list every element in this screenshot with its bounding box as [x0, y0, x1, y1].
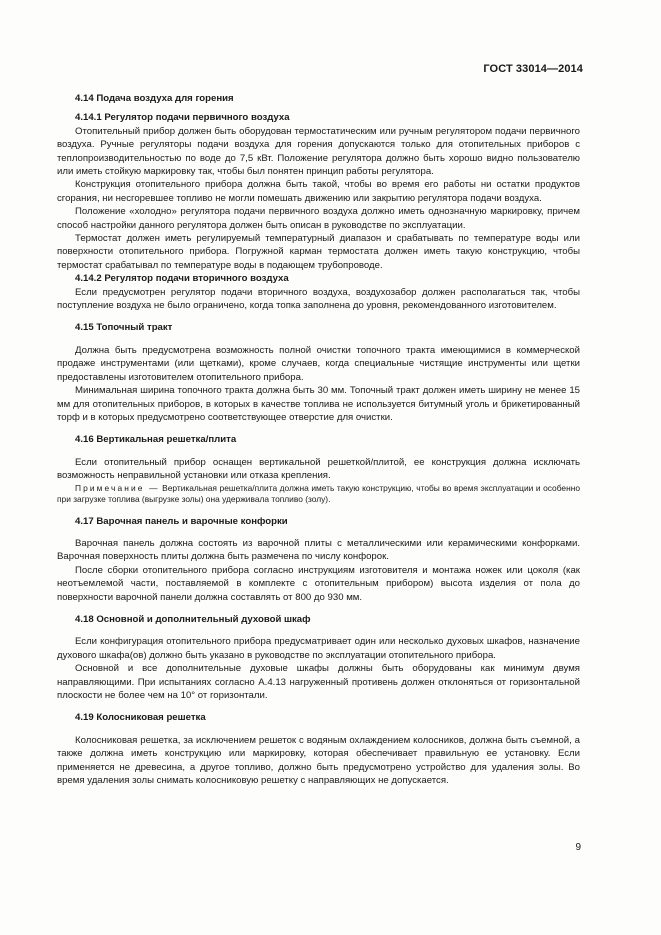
- note-text: Вертикальная решетка/плита должна иметь такую конструкцию, чтобы во время эксплуатации и особенно при загрузке топлива (выгрузке золы) она удерживала топливо (золу).: [57, 482, 580, 505]
- section-4-19-heading: 4.19 Колосниковая решетка: [75, 712, 206, 724]
- document-body: [57, 92, 580, 787]
- paragraph: Если конфигурация отопительного прибора предусматривает один или несколько духовых шкафов, назначение духового шкафа(ов) должно быть указано в руководстве по эксплуатации отопительного прибора.: [57, 636, 580, 661]
- paragraph: Варочная панель должна состоять из варочной плиты с металлическими или керамическими конфорками. Варочная поверхность плиты должна быть размечена по числу конфорок.: [57, 537, 580, 563]
- paragraph: Если отопительный прибор оснащен вертикальной решеткой/плитой, ее конструкция должна исключать возможность неправильной установки или отказа крепления.: [57, 456, 580, 482]
- paragraph: Основной и все дополнительные духовые шкафы должны быть оборудованы как минимум двумя направляющими. При испытаниях согласно А.4.13 нагруженный противень должен отклоняться от горизонтальной плоскости не более чем на 10° от горизонтали.: [57, 663, 580, 702]
- section-4-14-2-heading: 4.14.2 Регулятор подачи вторичного воздуха: [75, 273, 289, 285]
- section-4-16-heading: 4.16 Вертикальная решетка/плита: [75, 434, 237, 446]
- paragraph: Отопительный прибор должен быть оборудован термостатическим или ручным регулятором подачи первичного воздуха. Ручные регуляторы подачи воздуха для горения допускаются только для отопительных приборов с теплопроизводительностью по воде до 7,5 кВт. Положение регулятора должно быть хорошо видно пользователю или иметь стойкую маркировку так, чтобы был понятен принцип работы регулятора.: [57, 125, 580, 178]
- page-number: 9: [575, 842, 581, 853]
- document-header: ГОСТ 33014—2014: [483, 63, 583, 75]
- paragraph: После сборки отопительного прибора согласно инструкциям изготовителя и монтажа ножек или цоколя (как неотъемлемой части, поставляемой в комплекте с отопительным прибором) высота изделия от пола до поверхности варочной панели должна составлять от 800 до 930 мм.: [57, 564, 580, 603]
- paragraph: Должна быть предусмотрена возможность полной очистки топочного тракта имеющимися в коммерческой продаже инструментами (или щетками), кроме случаев, когда специальные чистящие инструменты или щетки предоставлены изготовителем отопительного прибора.: [57, 344, 580, 383]
- section-4-14-1-heading: 4.14.1 Регулятор подачи первичного воздуха: [75, 112, 290, 124]
- section-4-17-heading: 4.17 Варочная панель и варочные конфорки: [75, 515, 288, 527]
- note: [57, 483, 580, 506]
- note-label: Примечание —: [75, 482, 160, 493]
- paragraph: Если предусмотрен регулятор подачи вторичного воздуха, воздухозабор должен располагаться так, чтобы поступление воздуха не было ограничено, когда топка заполнена до уровня, рекомендованного изготовителем.: [57, 286, 580, 312]
- section-4-18-heading: 4.18 Основной и дополнительный духовой шкаф: [75, 614, 311, 625]
- paragraph: Термостат должен иметь регулируемый температурный диапазон и срабатывать по температуре воды или поверхности отопительного прибора. Погружной карман термостата должен иметь такую конструкцию, чтобы термостат срабатывал по температуре воды в подающем трубопроводе.: [57, 233, 580, 271]
- paragraph: Минимальная ширина топочного тракта должна быть 30 мм. Топочный тракт должен иметь ширину не менее 15 мм для отопительных приборов, в которых в качестве топлива не используется битумный уголь и брикетированный торф и в которых предусмотрено соответствующее отверстие для очистки.: [57, 385, 580, 423]
- paragraph: Колосниковая решетка, за исключением решеток с водяным охлаждением колосников, должна быть съемной, а также должна иметь конструкцию или маркировку, которая обеспечивает правильную ее установку. Если применяется не древесина, а другое топливо, должно быть предусмотрено устройство для удаления золы. Во время удаления золы снимать колосниковую решетку с направляющих не допускается.: [57, 734, 580, 787]
- section-4-15-heading: 4.15 Топочный тракт: [75, 321, 173, 333]
- section-4-14-heading: 4.14 Подача воздуха для горения: [75, 93, 234, 104]
- paragraph: Конструкция отопительного прибора должна быть такой, чтобы во время его работы ни остатки продуктов сгорания, ни несгоревшее топливо не могли помешать движению или закрытию регулятора подачи воздуха.: [57, 179, 580, 204]
- paragraph: Положение «холодно» регулятора подачи первичного воздуха должно иметь однозначную маркировку, причем способ настройки данного регулятора должен быть описан в руководстве по эксплуатации.: [57, 206, 580, 231]
